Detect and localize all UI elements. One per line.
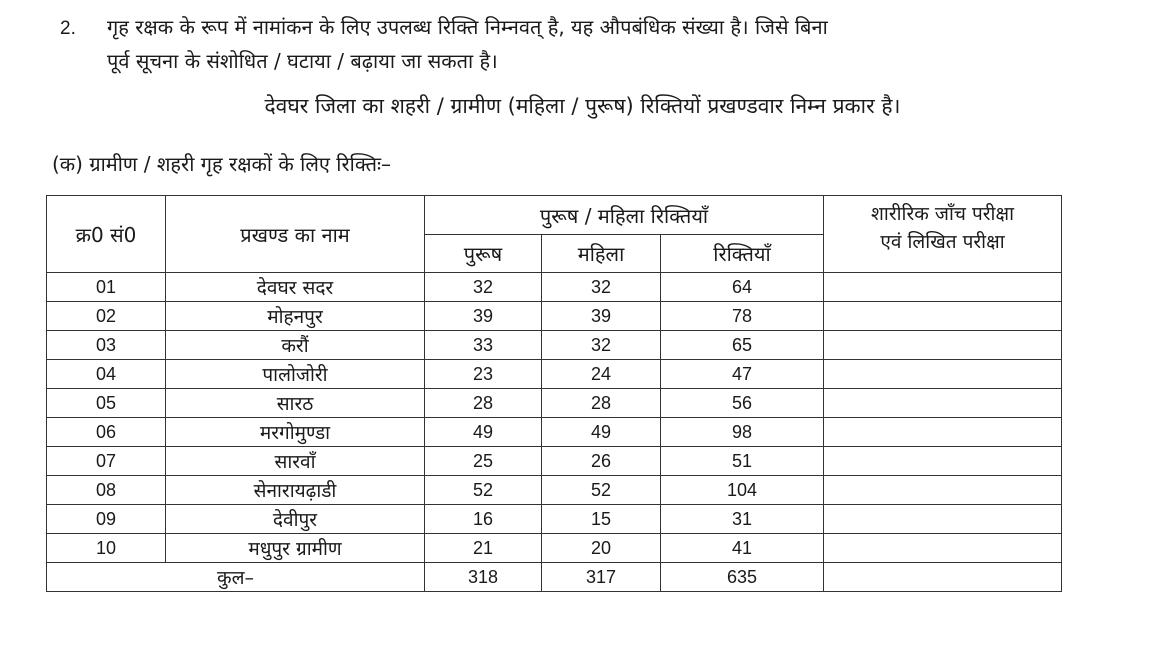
exam-header xyxy=(824,196,1062,273)
block-name-cell: सारवाँ xyxy=(166,447,425,476)
vacancies-cell: 31 xyxy=(661,505,824,534)
table-row xyxy=(47,360,1062,389)
exam-cell xyxy=(824,476,1062,505)
female-cell: 26 xyxy=(542,447,661,476)
table-row xyxy=(47,476,1062,505)
block-name-cell: मोहनपुर xyxy=(166,302,425,331)
vacancies-cell: 56 xyxy=(661,389,824,418)
exam-cell xyxy=(824,447,1062,476)
paragraph-text xyxy=(107,10,1157,78)
table-header-row xyxy=(47,196,1062,235)
male-cell: 39 xyxy=(425,302,542,331)
male-cell: 28 xyxy=(425,389,542,418)
male-cell: 52 xyxy=(425,476,542,505)
male-header: पुरूष xyxy=(425,235,542,273)
serial-cell: 07 xyxy=(47,447,166,476)
total-vacancies-cell: 635 xyxy=(661,563,824,592)
total-male-cell: 318 xyxy=(425,563,542,592)
vacancies-cell: 51 xyxy=(661,447,824,476)
male-cell: 16 xyxy=(425,505,542,534)
female-cell: 39 xyxy=(542,302,661,331)
exam-cell xyxy=(824,418,1062,447)
vacancies-cell: 65 xyxy=(661,331,824,360)
exam-cell xyxy=(824,360,1062,389)
block-name-cell: पालोजोरी xyxy=(166,360,425,389)
table-row xyxy=(47,273,1062,302)
block-name-cell: सारठ xyxy=(166,389,425,418)
paragraph-line-1: गृह रक्षक के रूप में नामांकन के लिए उपलब्ध रिक्ति निम्नवत् है, यह औपबंधिक संख्या है। जिसे बिना xyxy=(107,15,828,39)
serial-cell: 08 xyxy=(47,476,166,505)
serial-header: क्र0 सं0 xyxy=(47,196,166,273)
exam-cell xyxy=(824,273,1062,302)
block-name-header: प्रखण्ड का नाम xyxy=(166,196,425,273)
vacancies-header: रिक्तियाँ xyxy=(661,235,824,273)
total-label: कुल– xyxy=(47,563,425,592)
female-cell: 24 xyxy=(542,360,661,389)
female-cell: 52 xyxy=(542,476,661,505)
male-cell: 23 xyxy=(425,360,542,389)
table-row xyxy=(47,418,1062,447)
female-cell: 28 xyxy=(542,389,661,418)
total-exam-cell xyxy=(824,563,1062,592)
block-name-cell: सेनारायढ़ाडी xyxy=(166,476,425,505)
vacancies-cell: 78 xyxy=(661,302,824,331)
paragraph-line-2: पूर्व सूचना के संशोधित / घटाया / बढ़ाया जा सकता है। xyxy=(107,49,498,73)
vacancies-cell: 41 xyxy=(661,534,824,563)
male-cell: 21 xyxy=(425,534,542,563)
vacancies-cell: 47 xyxy=(661,360,824,389)
exam-cell xyxy=(824,534,1062,563)
table-row xyxy=(47,534,1062,563)
female-cell: 20 xyxy=(542,534,661,563)
vacancy-table xyxy=(46,195,1062,592)
block-name-cell: देवीपुर xyxy=(166,505,425,534)
female-header: महिला xyxy=(542,235,661,273)
exam-header-line-2: एवं लिखित परीक्षा xyxy=(880,231,1005,253)
block-name-cell: मरगोमुण्डा xyxy=(166,418,425,447)
female-cell: 32 xyxy=(542,331,661,360)
serial-cell: 01 xyxy=(47,273,166,302)
table-row xyxy=(47,505,1062,534)
exam-cell xyxy=(824,302,1062,331)
female-cell: 15 xyxy=(542,505,661,534)
section-label: (क) ग्रामीण / शहरी गृह रक्षकों के लिए रिक्तिः– xyxy=(52,152,392,176)
block-name-cell: मधुपुर ग्रामीण xyxy=(166,534,425,563)
male-cell: 25 xyxy=(425,447,542,476)
serial-cell: 06 xyxy=(47,418,166,447)
male-cell: 32 xyxy=(425,273,542,302)
vacancies-cell: 64 xyxy=(661,273,824,302)
paragraph-number: 2. xyxy=(60,18,76,39)
vacancies-cell: 98 xyxy=(661,418,824,447)
male-cell: 49 xyxy=(425,418,542,447)
serial-cell: 05 xyxy=(47,389,166,418)
district-subheading: देवघर जिला का शहरी / ग्रामीण (महिला / पुरूष) रिक्तियों प्रखण्डवार निम्न प्रकार है। xyxy=(264,94,901,118)
exam-cell xyxy=(824,505,1062,534)
table-row xyxy=(47,331,1062,360)
table-row xyxy=(47,389,1062,418)
vacancies-cell: 104 xyxy=(661,476,824,505)
serial-cell: 02 xyxy=(47,302,166,331)
table-row xyxy=(47,302,1062,331)
male-cell: 33 xyxy=(425,331,542,360)
female-cell: 32 xyxy=(542,273,661,302)
serial-cell: 10 xyxy=(47,534,166,563)
serial-cell: 04 xyxy=(47,360,166,389)
table-row xyxy=(47,447,1062,476)
block-name-cell: देवघर सदर xyxy=(166,273,425,302)
serial-cell: 09 xyxy=(47,505,166,534)
block-name-cell: करौं xyxy=(166,331,425,360)
serial-cell: 03 xyxy=(47,331,166,360)
male-female-vacancies-header: पुरूष / महिला रिक्तियाँ xyxy=(425,196,824,235)
total-row xyxy=(47,563,1062,592)
exam-cell xyxy=(824,331,1062,360)
exam-header-line-1: शारीरिक जाँच परीक्षा xyxy=(870,203,1014,225)
female-cell: 49 xyxy=(542,418,661,447)
total-female-cell: 317 xyxy=(542,563,661,592)
exam-cell xyxy=(824,389,1062,418)
